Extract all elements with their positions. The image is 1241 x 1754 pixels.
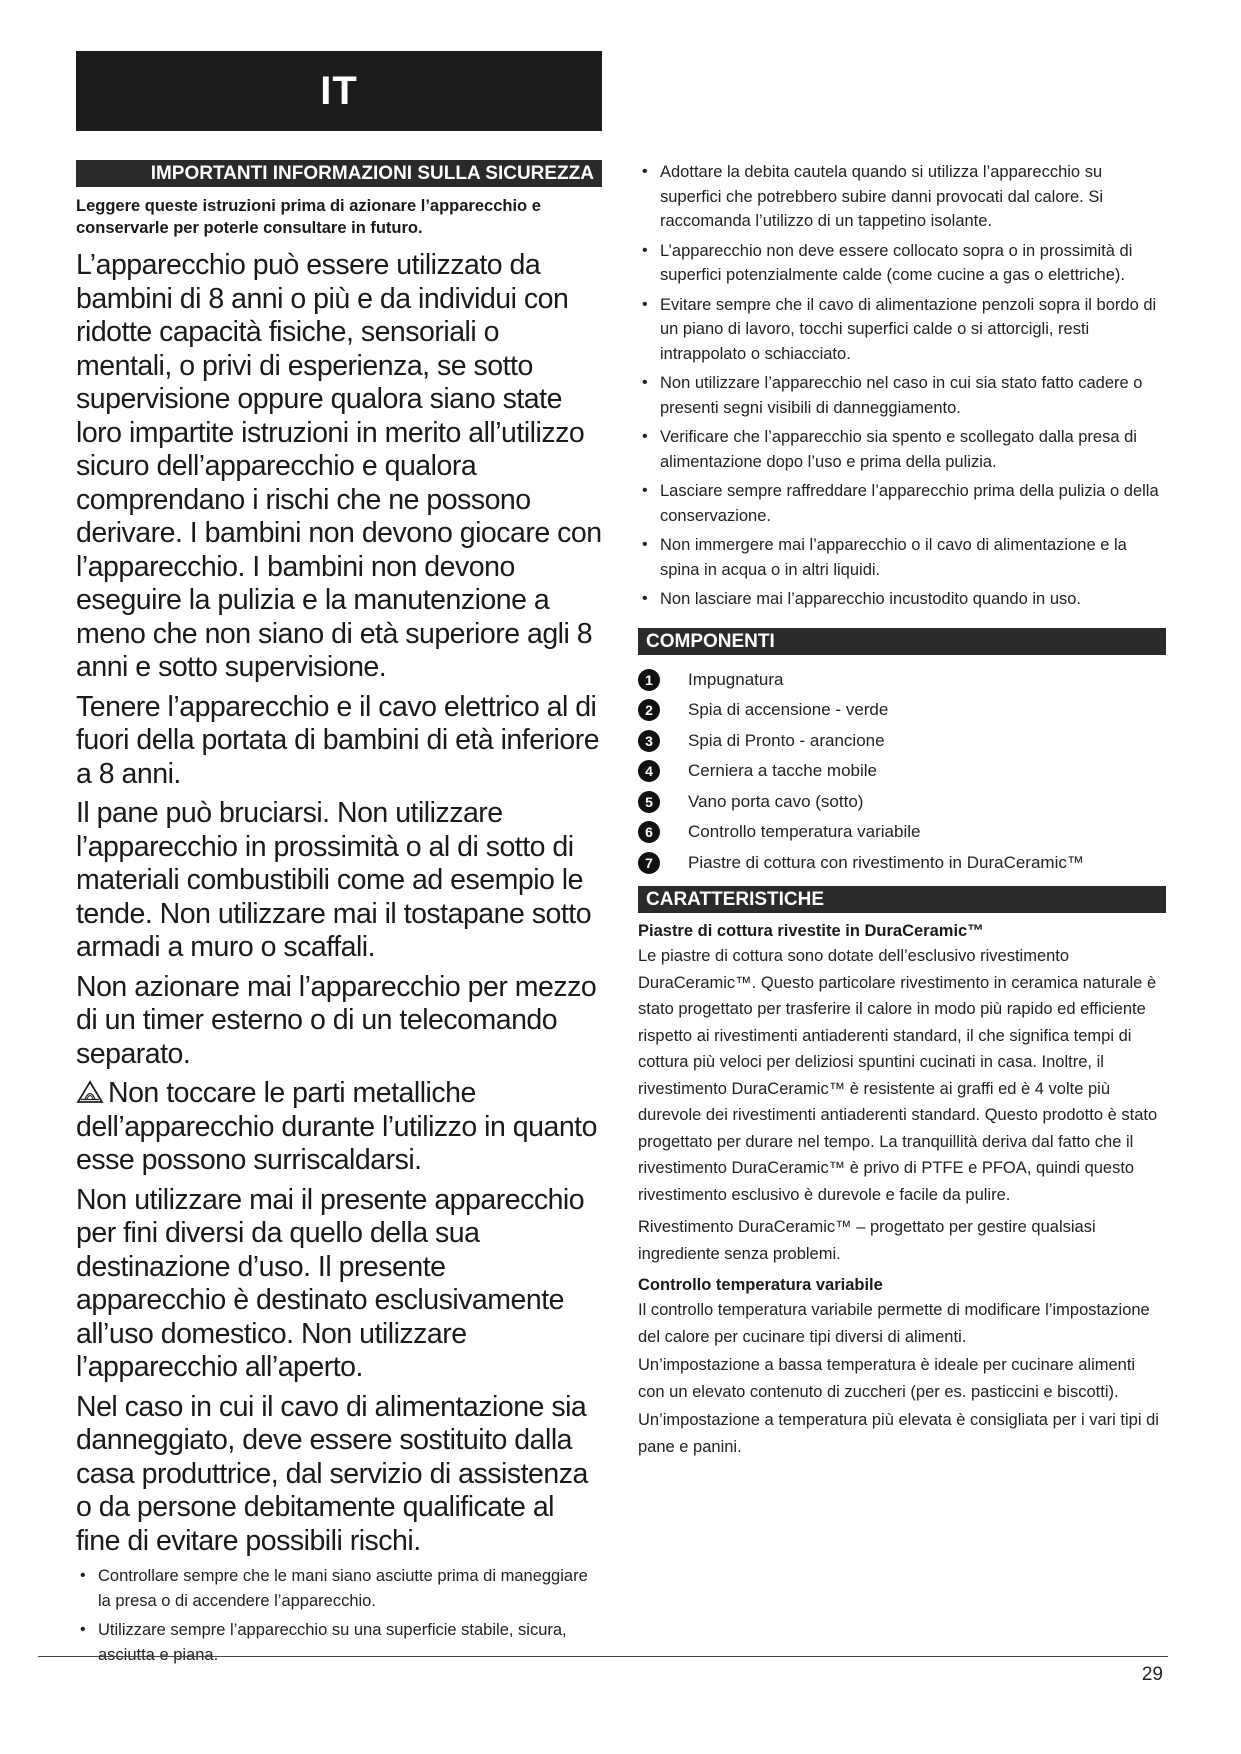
feature-text: Un’impostazione a temperatura più elevata è consigliata per i vari tipi di pane e panini. (638, 1411, 1159, 1456)
feature-text: Il controllo temperatura variabile permette di modificare l’impostazione del calore per cucinare tipi diversi di alimenti. (638, 1301, 1150, 1346)
right-column (638, 160, 1166, 1466)
components-list (638, 665, 1166, 879)
list-item: • Lasciare sempre raffreddare l’apparecchio prima della pulizia o della conservazione. (638, 479, 1166, 528)
components-heading: COMPONENTI (638, 628, 1166, 655)
safety-bullet-list (638, 160, 1166, 612)
number-badge: 6 (638, 821, 660, 843)
number-badge: 2 (638, 699, 660, 721)
warning-text: Non toccare le parti metalliche dell’apparecchio durante l’utilizzo in quanto esse possono surriscaldarsi. (76, 1077, 597, 1176)
safety-paragraph: Nel caso in cui il cavo di alimentazione sia danneggiato, deve essere sostituito dalla casa produttrice, dal servizio di assistenza o da persone debitamente qualificate al fine di evitare possibili rischi. (76, 1390, 588, 1557)
safety-bullet-list (76, 1564, 602, 1667)
list-item: • Non utilizzare l’apparecchio nel caso in cui sia stato fatto cadere o presenti segni visibili di danneggiamento. (638, 371, 1166, 420)
list-item: • Utilizzare sempre l’apparecchio su una superficie stabile, sicura, asciutta e piana. (76, 1618, 602, 1667)
list-item: • L’apparecchio non deve essere collocato sopra o in prossimità di superfici potenzialmente calde (come cucine a gas o elettriche). (638, 239, 1166, 288)
component-item (638, 817, 1166, 848)
component-item (638, 665, 1166, 696)
feature-text: Le piastre di cottura sono dotate dell’esclusivo rivestimento DuraCeramic™. Questo particolare rivestimento in ceramica naturale è stato progettato per trasferire il calore in modo più rapido ed efficiente rispetto ai rivestimenti antiaderenti standard, il che significa tempi di cottura più veloci per deliziosi spuntini cucinati in casa. Inoltre, il rivestimento DuraCeramic™ è resistente ai graffi ed è 4 volte più durevole dei rivestimenti antiaderenti standard. Questo prodotto è stato progettato per durare nel tempo. La tranquillità deriva dal fatto che il rivestimento DuraCeramic™ è privo di PTFE e PFOA, quindi questo rivestimento esclusivo è durevole e facile da pulire. (638, 947, 1158, 1204)
component-label: Impugnatura (688, 669, 784, 689)
safety-paragraph: Tenere l’apparecchio e il cavo elettrico al di fuori della portata di bambini di età inferiore a 8 anni. (76, 690, 600, 790)
component-label: Piastre di cottura con rivestimento in DuraCeramic™ (688, 852, 1084, 872)
number-badge: 1 (638, 669, 660, 691)
component-item (638, 726, 1166, 757)
component-item (638, 848, 1166, 879)
list-item: • Evitare sempre che il cavo di alimentazione penzoli sopra il bordo di un piano di lavoro, tocchi superfici calde o si attorcigli, resti intrappolato o schiacciato. (638, 293, 1166, 367)
list-item: • Non immergere mai l’apparecchio o il cavo di alimentazione e la spina in acqua o in altri liquidi. (638, 533, 1166, 582)
features-heading: CARATTERISTICHE (638, 886, 1166, 913)
safety-paragraph: Non utilizzare mai il presente apparecchio per fini diversi da quello della sua destinazione d’uso. Il presente apparecchio è destinato esclusivamente all’uso domestico. Non utilizzare l’apparecchio all’aperto. (76, 1183, 585, 1383)
safety-paragraph: L’apparecchio può essere utilizzato da bambini di 8 anni o più e da individui con ridotte capacità fisiche, sensoriali o mentali, o privi di esperienza, se sotto supervisione oppure qualora siano state loro impartite istruzioni in merito all’utilizzo sicuro dell’apparecchio e qualora comprendano i rischi che ne possono derivare. I bambini non devono giocare con l’apparecchio. I bambini non devono eseguire la pulizia e la manutenzione a meno che non siano di età superiore agli 8 anni e sotto supervisione. (76, 249, 602, 683)
list-item: • Non lasciare mai l’apparecchio incustodito quando in uso. (638, 587, 1166, 612)
feature-text: Un’impostazione a bassa temperatura è ideale per cucinare alimenti con un elevato contenuto di zuccheri (per es. pasticcini e biscotti). (638, 1356, 1136, 1401)
left-column (76, 160, 602, 1672)
safety-paragraph: Il pane può bruciarsi. Non utilizzare l’apparecchio in prossimità o al di sotto di materiali combustibili come ad esempio le tende. Non utilizzare mai il tostapane sotto armadi a muro o scaffali. (76, 797, 592, 963)
number-badge: 7 (638, 852, 660, 874)
feature-title: Piastre di cottura rivestite in DuraCeramic™ (638, 922, 984, 940)
page-number: 29 (1141, 1664, 1163, 1685)
component-item (638, 695, 1166, 726)
list-item: • Adottare la debita cautela quando si utilizza l’apparecchio su superfici che potrebbero subire danni provocati dal calore. Si raccomanda l’utilizzo di un tappetino isolante. (638, 160, 1166, 234)
safety-paragraph: Non azionare mai l’apparecchio per mezzo di un timer esterno o di un telecomando separato. (76, 970, 597, 1070)
number-badge: 4 (638, 760, 660, 782)
warning-paragraph (76, 1077, 602, 1178)
component-item (638, 787, 1166, 818)
safety-heading: IMPORTANTI INFORMAZIONI SULLA SICUREZZA (76, 160, 602, 187)
warning-icon (76, 1080, 104, 1104)
component-label: Controllo temperatura variabile (688, 822, 921, 842)
footer-divider (38, 1656, 1168, 1657)
component-label: Vano porta cavo (sotto) (688, 791, 864, 811)
number-badge: 3 (638, 730, 660, 752)
list-item: • Controllare sempre che le mani siano asciutte prima di maneggiare la presa o di accendere l’apparecchio. (76, 1564, 602, 1613)
feature-note: Rivestimento DuraCeramic™ – progettato per gestire qualsiasi ingrediente senza problemi. (638, 1218, 1096, 1263)
list-item: • Verificare che l’apparecchio sia spento e scollegato dalla presa di alimentazione dopo l’uso e prima della pulizia. (638, 425, 1166, 474)
intro-text: Leggere queste istruzioni prima di azionare l’apparecchio e conservarle per poterle consultare in futuro. (76, 197, 541, 237)
component-label: Cerniera a tacche mobile (688, 761, 877, 781)
component-item (638, 756, 1166, 787)
component-label: Spia di accensione - verde (688, 700, 889, 720)
feature-title: Controllo temperatura variabile (638, 1276, 883, 1294)
component-label: Spia di Pronto - arancione (688, 730, 885, 750)
language-tag: IT (76, 51, 602, 131)
number-badge: 5 (638, 791, 660, 813)
